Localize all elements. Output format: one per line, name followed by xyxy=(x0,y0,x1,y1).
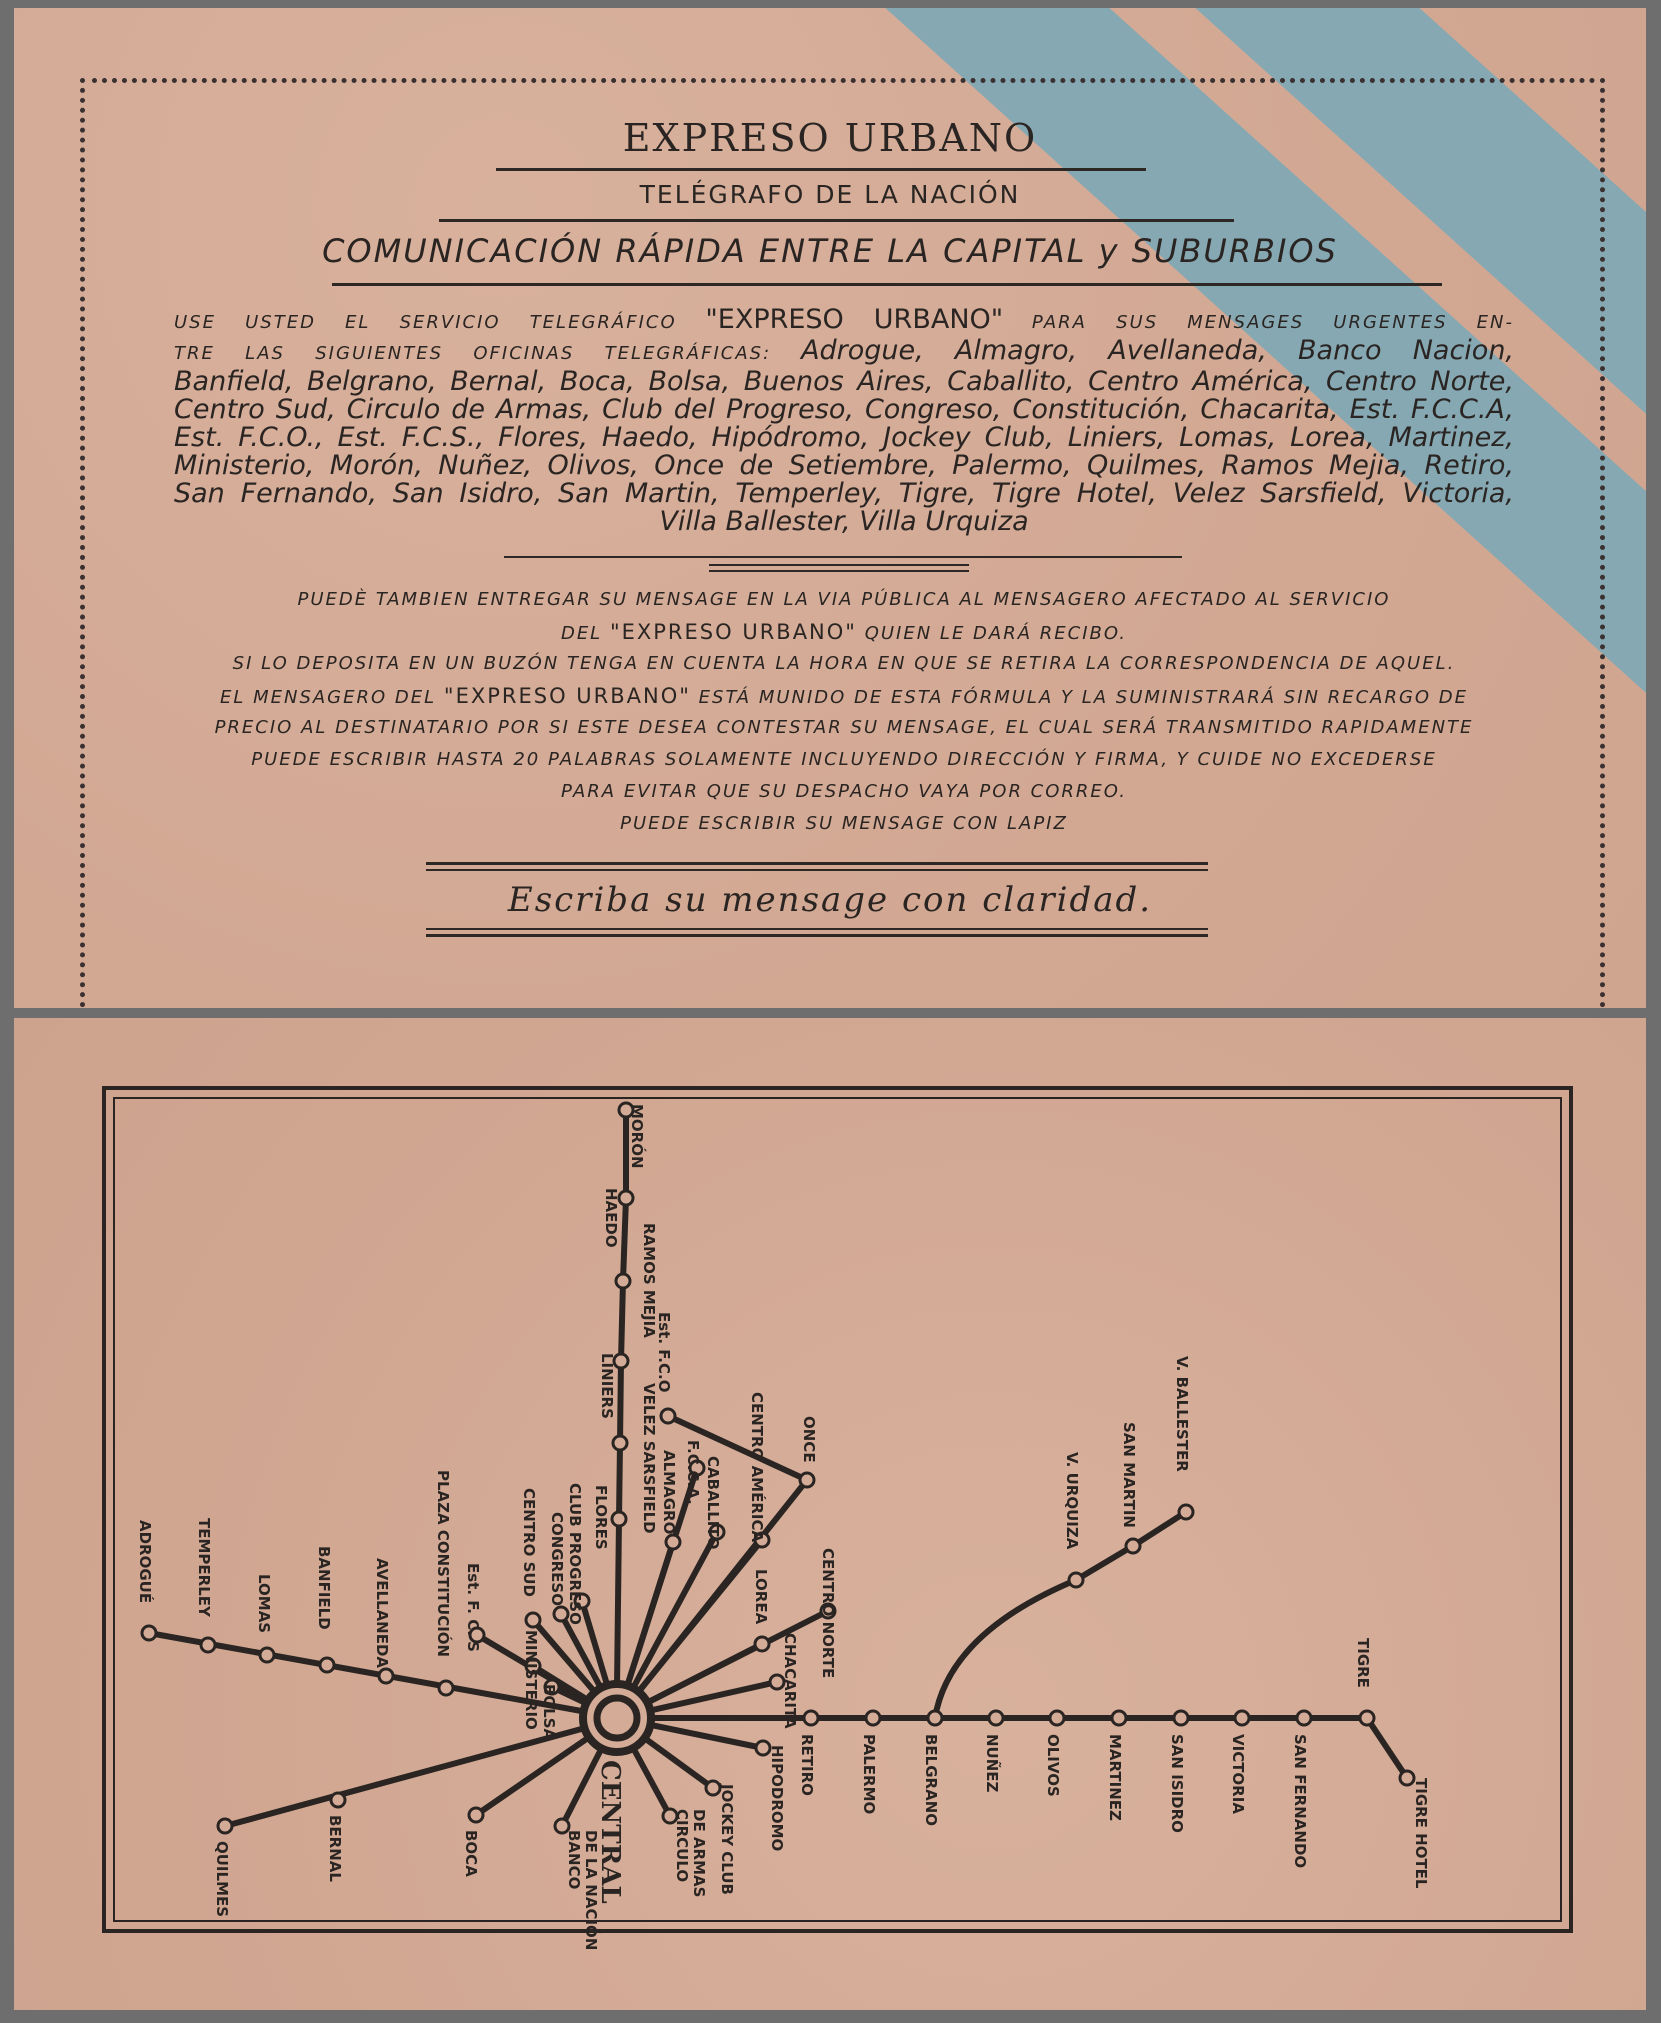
station-label-jockey-club: JOCKEY CLUB xyxy=(718,1784,736,1895)
note-line xyxy=(174,616,1514,648)
divider-rule-1 xyxy=(504,556,1182,558)
claridad-rule-bottom xyxy=(426,928,1208,930)
station-label-banco-nacion-2: DE LA NACIÓN xyxy=(582,1830,600,1951)
station-node-tigre xyxy=(1360,1711,1374,1725)
station-node-san-fernando xyxy=(1297,1711,1311,1725)
claridad-rule-top xyxy=(426,862,1208,865)
station-label-palermo: PALERMO xyxy=(860,1734,878,1815)
note-fragment: ESTÁ MUNIDO DE ESTA FÓRMULA Y LA SUMINISTRARÁ SIN RECARGO DE xyxy=(698,687,1469,708)
station-label-circulo-armas-1: CIRCULO xyxy=(673,1809,691,1883)
station-label-centro-norte: CENTRO NORTE xyxy=(819,1548,837,1679)
intro-paragraph xyxy=(174,306,1514,536)
station-label-san-fernando: SAN FERNANDO xyxy=(1291,1734,1309,1869)
station-node-ramos-mejia xyxy=(616,1274,630,1288)
note-fragment: DEL xyxy=(560,623,603,644)
station-label-club-progreso: CLUB PROGRESO xyxy=(566,1483,584,1625)
station-label-retiro: RETIRO xyxy=(798,1734,816,1796)
station-node-v-urquiza xyxy=(1069,1573,1083,1587)
route-line xyxy=(935,1512,1186,1718)
station-node-avellaneda xyxy=(379,1669,393,1683)
station-node-martinez xyxy=(1112,1711,1126,1725)
telegraph-route-map xyxy=(14,1018,1646,2010)
station-node-once xyxy=(800,1473,814,1487)
station-node-belgrano xyxy=(928,1711,942,1725)
subtitle-rule xyxy=(439,219,1234,222)
station-label-tigre: TIGRE xyxy=(1354,1638,1372,1688)
station-label-banco-nacion-1: BANCO xyxy=(565,1830,583,1890)
perforation-right[interactable] xyxy=(1600,78,1605,1008)
subtitle: TELÉGRAFO DE LA NACIÓN xyxy=(639,180,1021,209)
station-node-lomas xyxy=(260,1648,274,1662)
title-rule xyxy=(496,168,1146,171)
note-line: PUEDÈ TAMBIEN ENTREGAR SU MENSAGE EN LA VIA PÚBLICA AL MENSAGERO AFECTADO AL SERVICIO xyxy=(297,589,1391,610)
claridad-instruction: Escriba su mensage con claridad. xyxy=(507,880,1153,920)
station-label-once: ONCE xyxy=(800,1416,818,1463)
central-label: CENTRAL xyxy=(595,1760,625,1904)
station-label-quilmes: QUILMES xyxy=(213,1841,231,1918)
claridad-rule-bottom-2 xyxy=(426,934,1208,937)
station-label-est-fco: Est. F.C.O xyxy=(655,1312,673,1393)
office-list-line: Centro Sud, Circulo de Armas, Club del Progreso, Congreso, Constitución, Chacarita, Est. F.C.C.A, xyxy=(174,394,1514,425)
station-label-adrogue: ADROGUÉ xyxy=(136,1520,154,1604)
station-label-hipodromo: HIPODROMO xyxy=(768,1745,786,1852)
station-label-liniers: LINIERS xyxy=(598,1353,616,1419)
note-line: PARA EVITAR QUE SU DESPACHO VAYA POR CORREO. xyxy=(561,781,1127,802)
office-list-line: Est. F.C.O., Est. F.C.S., Flores, Haedo, Hipódromo, Jockey Club, Liniers, Lomas, Lorea, Martinez, xyxy=(174,422,1514,453)
note-line: PUEDE ESCRIBIR SU MENSAGE CON LAPIZ xyxy=(620,813,1068,834)
station-label-victoria: VICTORIA xyxy=(1229,1734,1247,1814)
station-node-victoria xyxy=(1235,1711,1249,1725)
station-label-avellaneda: AVELLANEDA xyxy=(373,1558,391,1669)
station-label-san-martin: SAN MARTIN xyxy=(1120,1422,1138,1528)
station-label-circulo-armas-2: DE ARMAS xyxy=(690,1809,708,1898)
station-label-moron: MORÓN xyxy=(628,1104,646,1169)
instructions-block xyxy=(174,584,1514,840)
station-label-bolsa: BOLSA xyxy=(540,1684,558,1741)
perforation-top[interactable] xyxy=(92,78,1596,83)
letter-card-top xyxy=(14,8,1646,1008)
note-fragment: QUIEN LE DARÁ RECIBO. xyxy=(864,623,1128,644)
station-label-olivos: OLIVOS xyxy=(1044,1734,1062,1797)
station-node-haedo xyxy=(619,1191,633,1205)
station-node-adrogue xyxy=(142,1626,156,1640)
station-node-flores xyxy=(612,1512,626,1526)
route-line xyxy=(1367,1718,1407,1778)
station-label-flores: FLORES xyxy=(592,1485,610,1550)
station-node-est-fco xyxy=(661,1409,675,1423)
station-node-boca xyxy=(469,1808,483,1822)
station-label-belgrano: BELGRANO xyxy=(922,1734,940,1827)
divider-rule-3 xyxy=(709,570,969,572)
station-label-centro-america: CENTRO AMÉRICA xyxy=(748,1392,766,1543)
note-line xyxy=(174,680,1514,712)
station-node-palermo xyxy=(866,1711,880,1725)
divider-rule-2 xyxy=(709,564,969,566)
station-node-velez xyxy=(613,1436,627,1450)
station-label-haedo: HAEDO xyxy=(602,1188,620,1248)
station-label-nunez: NUÑEZ xyxy=(983,1734,1001,1793)
station-node-centro-sud xyxy=(526,1613,540,1627)
station-node-tigre-hotel xyxy=(1400,1771,1414,1785)
station-label-chacarita: CHACARITA xyxy=(781,1633,799,1729)
intro-lead-c: PARA SUS MENSAGES URGENTES EN- xyxy=(1031,312,1514,333)
claridad-rule-top-2 xyxy=(426,869,1208,871)
station-label-est-fcs: Est. F. C. S xyxy=(464,1563,482,1652)
letter-card-bottom xyxy=(14,1018,1646,2010)
office-list-line: Banfield, Belgrano, Bernal, Boca, Bolsa, Buenos Aires, Caballito, Centro América, Centro Norte, xyxy=(174,366,1514,397)
station-label-v-urquiza: V. URQUIZA xyxy=(1063,1452,1081,1550)
station-node-quilmes xyxy=(218,1819,232,1833)
station-label-centro-sud: CENTRO SUD xyxy=(520,1488,538,1597)
station-node-jockey-club xyxy=(706,1781,720,1795)
station-node-retiro xyxy=(804,1711,818,1725)
station-node-san-martin xyxy=(1126,1539,1140,1553)
station-label-temperley: TEMPERLEY xyxy=(195,1518,213,1617)
station-label-fcca: F.C.C.A. xyxy=(684,1440,702,1505)
station-label-martinez: MARTINEZ xyxy=(1106,1734,1124,1821)
note-line: SI LO DEPOSITA EN UN BUZÓN TENGA EN CUENTA LA HORA EN QUE SE RETIRA LA CORRESPONDENCIA DE AQUEL. xyxy=(232,653,1456,674)
note-fragment: EL MENSAGERO DEL xyxy=(219,687,437,708)
intro-lead-d: TRE LAS SIGUIENTES OFICINAS TELEGRÁFICAS: xyxy=(174,343,772,364)
station-node-plaza-constitucion xyxy=(439,1681,453,1695)
station-node-lorea xyxy=(755,1637,769,1651)
station-label-lorea: LOREA xyxy=(752,1569,770,1625)
station-label-v-ballester: V. BALLESTER xyxy=(1173,1356,1191,1472)
station-label-congreso: CONGRESO xyxy=(548,1512,566,1606)
intro-lead-a: USE USTED EL SERVICIO TELEGRÁFICO xyxy=(174,312,677,333)
note-fragment: "EXPRESO URBANO" xyxy=(609,620,857,644)
route-line xyxy=(619,1110,626,1519)
station-label-almagro: ALMAGRO xyxy=(660,1450,678,1535)
station-label-ministerio: MINISTERIO xyxy=(522,1630,540,1730)
station-node-congreso xyxy=(554,1607,568,1621)
station-label-plaza-constitucion: PLAZA CONSTITUCIÓN xyxy=(434,1470,452,1658)
station-label-banfield: BANFIELD xyxy=(315,1546,333,1630)
title: EXPRESO URBANO xyxy=(622,116,1038,160)
note-fragment: "EXPRESO URBANO" xyxy=(443,684,691,708)
station-node-bernal xyxy=(331,1793,345,1807)
station-label-caballito: CABALLITO xyxy=(704,1456,722,1550)
station-node-almagro xyxy=(666,1535,680,1549)
station-node-banfield xyxy=(320,1658,334,1672)
station-node-temperley xyxy=(201,1638,215,1652)
station-label-ramos-mejia: RAMOS MEJIA xyxy=(640,1223,658,1338)
station-label-velez: VELEZ SARSFIELD xyxy=(640,1383,658,1534)
headline: COMUNICACIÓN RÁPIDA ENTRE LA CAPITAL y SUBURBIOS xyxy=(322,232,1338,270)
station-node-v-ballester xyxy=(1179,1505,1193,1519)
station-node-hipodromo xyxy=(756,1741,770,1755)
station-label-tigre-hotel: TIGRE HOTEL xyxy=(1412,1778,1430,1889)
station-label-san-isidro: SAN ISIDRO xyxy=(1168,1734,1186,1833)
map-frame-outer xyxy=(104,1088,1571,1931)
route-line xyxy=(617,1519,619,1688)
intro-lead-b: "EXPRESO URBANO" xyxy=(705,304,1004,335)
headline-rule xyxy=(332,283,1442,286)
note-line: PUEDE ESCRIBIR HASTA 20 PALABRAS SOLAMENTE INCLUYENDO DIRECCIÓN Y FIRMA, Y CUIDE NO EXCEDERSE xyxy=(251,749,1437,770)
station-label-lomas: LOMAS xyxy=(255,1574,273,1634)
office-list-line: San Fernando, San Isidro, San Martin, Temperley, Tigre, Tigre Hotel, Velez Sarsfield, Victoria, xyxy=(174,478,1514,509)
central-hub-inner xyxy=(597,1698,637,1738)
station-label-bernal: BERNAL xyxy=(326,1815,344,1882)
office-list-line: Adrogue, Almagro, Avellaneda, Banco Nacion, xyxy=(801,335,1515,366)
station-node-olivos xyxy=(1050,1711,1064,1725)
perforation-left[interactable] xyxy=(80,78,85,1008)
office-list-line: Villa Ballester, Villa Urquiza xyxy=(659,506,1029,537)
note-line: PRECIO AL DESTINATARIO POR SI ESTE DESEA CONTESTAR SU MENSAGE, EL CUAL SERÁ TRANSMITIDO RAPIDAMENTE xyxy=(214,717,1474,738)
office-list-line: Ministerio, Morón, Nuñez, Olivos, Once de Setiembre, Palermo, Quilmes, Ramos Mejia, Retiro, xyxy=(174,450,1514,481)
station-label-boca: BOCA xyxy=(462,1830,480,1877)
station-node-san-isidro xyxy=(1174,1711,1188,1725)
station-node-nunez xyxy=(989,1711,1003,1725)
